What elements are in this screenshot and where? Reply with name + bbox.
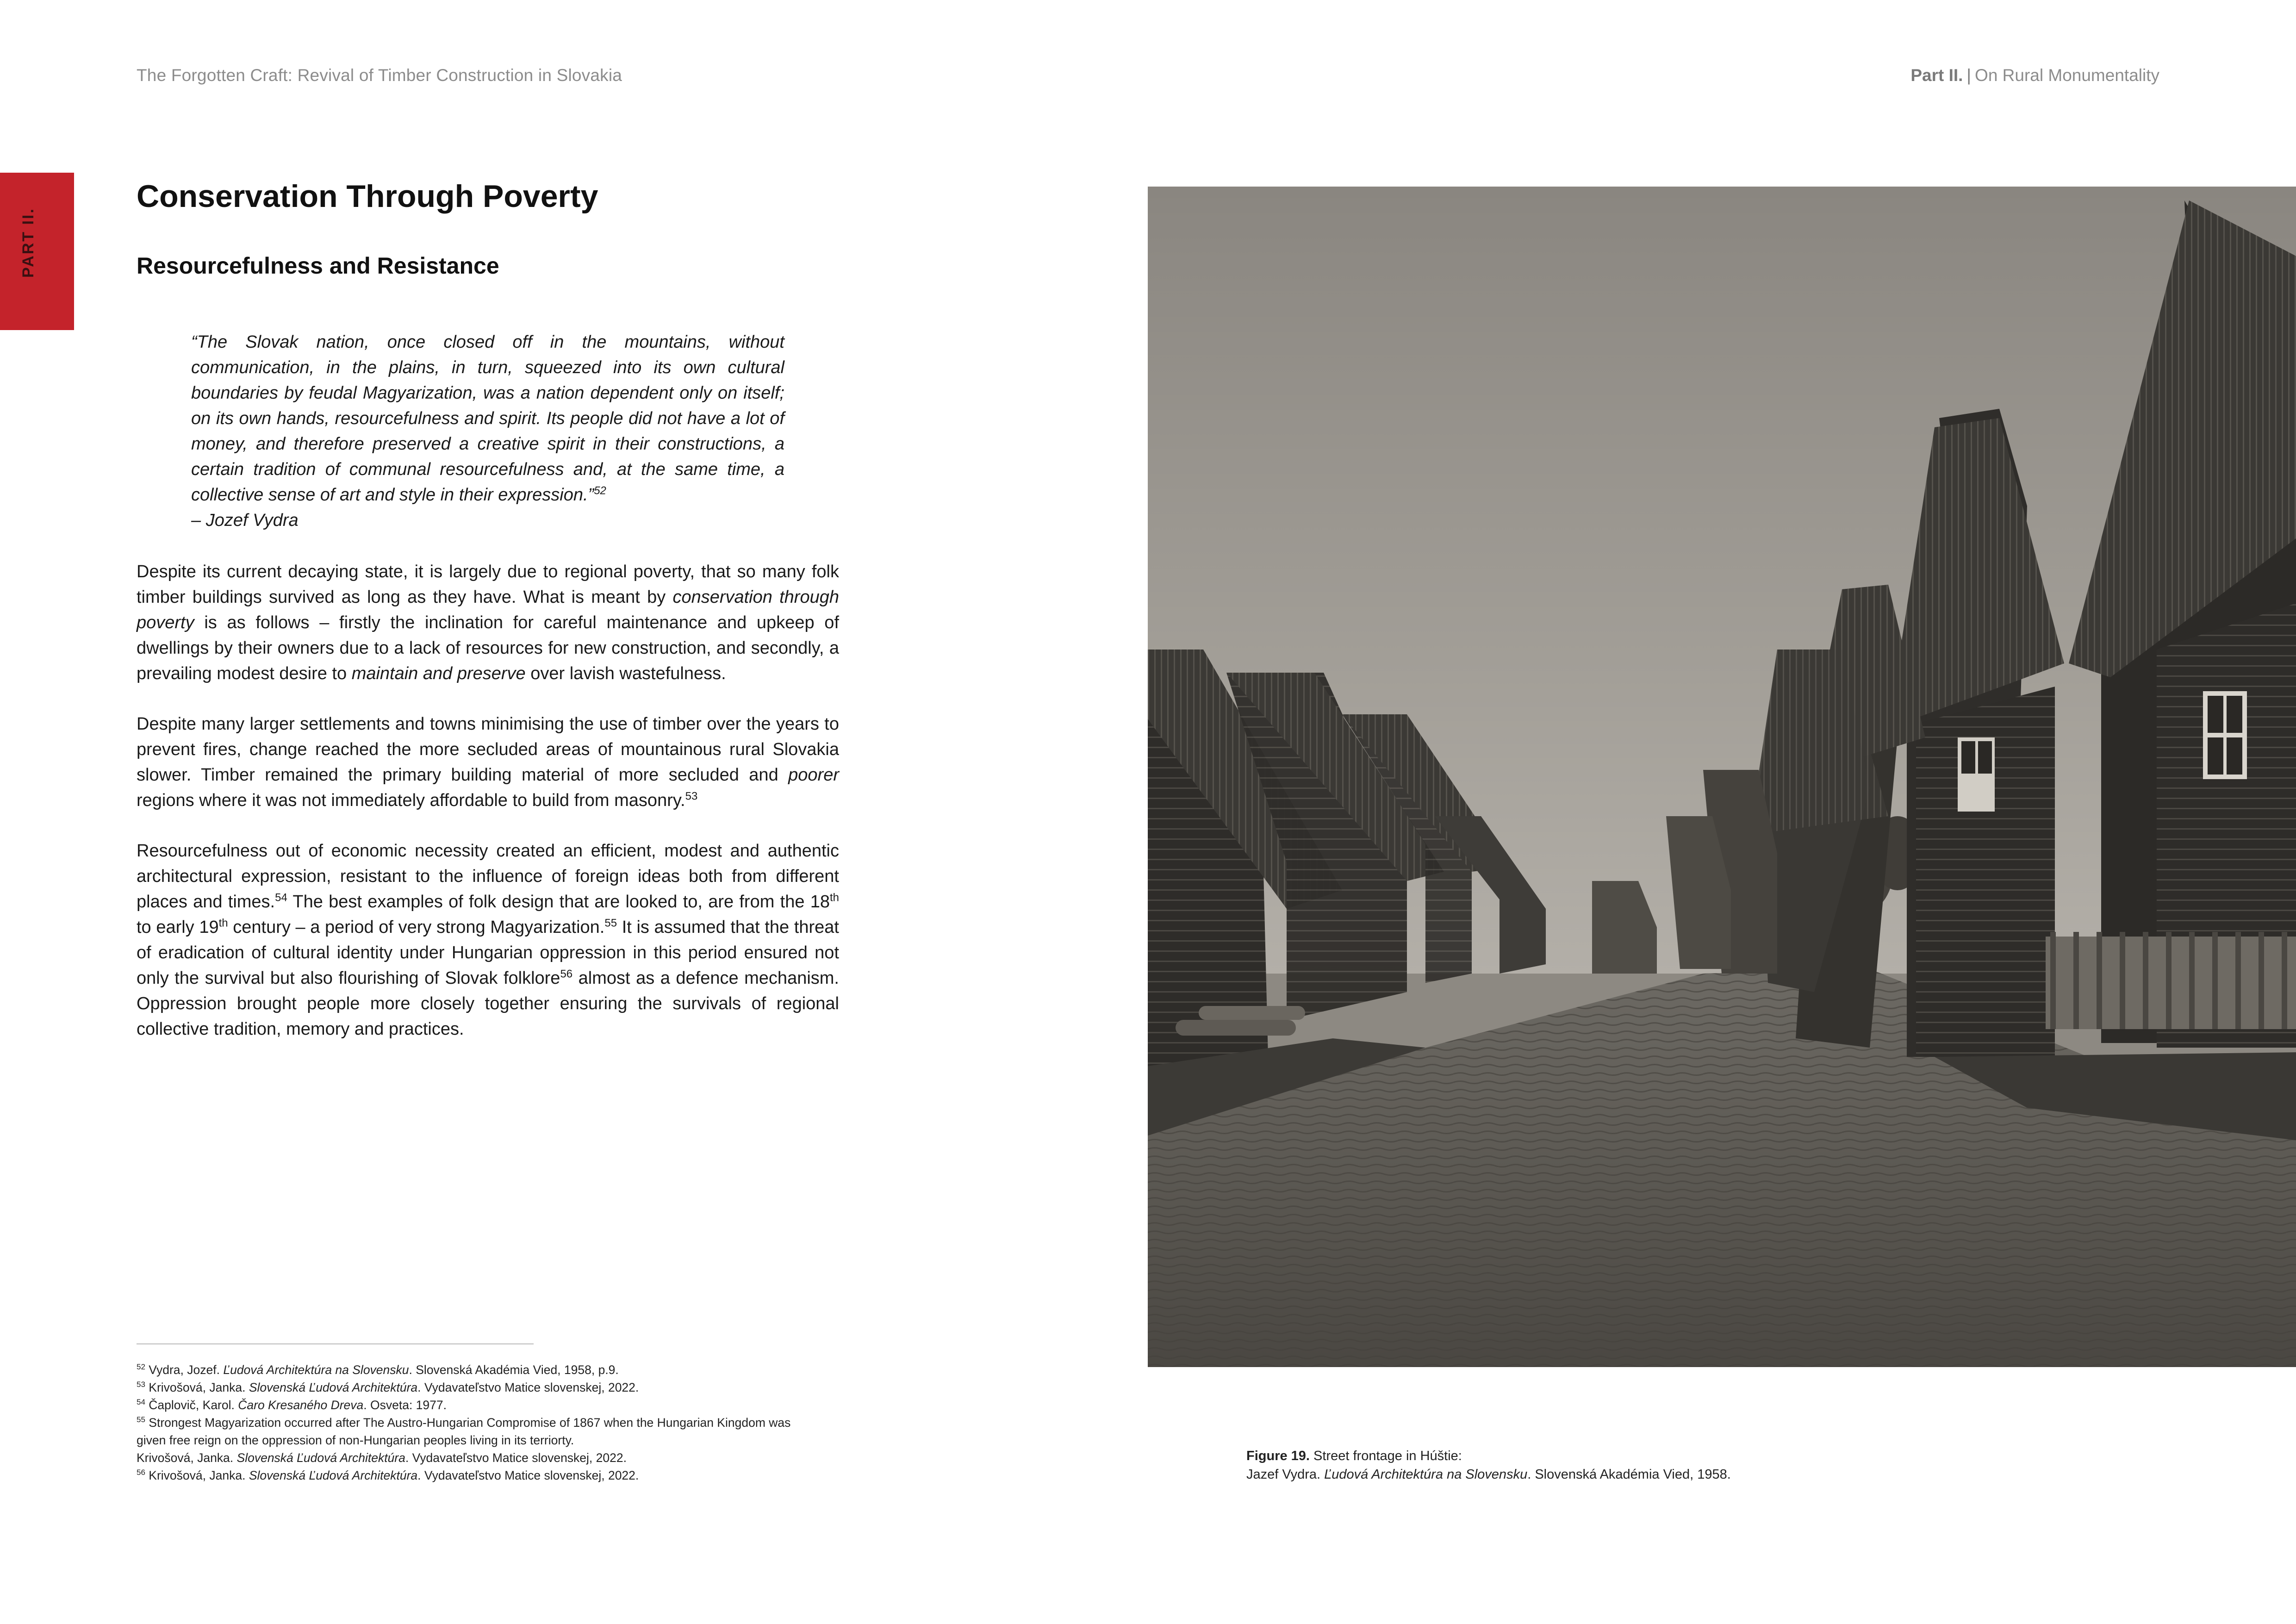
italic-run: Čaro Kresaného Dreva [238, 1398, 364, 1412]
footnote-54 [137, 1396, 877, 1414]
footnote-55 [137, 1414, 877, 1431]
running-header-part [1910, 66, 2159, 85]
footnote-55-line-3 [137, 1449, 877, 1467]
running-header-part-title: On Rural Monumentality [1975, 66, 2159, 85]
ordinal-suffix: th [218, 917, 228, 930]
italic-run: Slovenská Ľudová Architektúra [249, 1380, 418, 1394]
text-run: to early 19 [137, 918, 219, 937]
body-paragraph-1 [137, 559, 839, 687]
footnote-number: 55 [137, 1415, 145, 1424]
figure-caption-text: Street frontage in Húštie: [1310, 1449, 1462, 1463]
footnote-ref: 53 [685, 790, 698, 803]
text-run: Krivošová, Janka. [149, 1380, 249, 1394]
chapter-title: Conservation Through Poverty [137, 179, 598, 214]
italic-run: Ľudová Architektúra na Slovensku [223, 1363, 409, 1377]
quote-text: “The Slovak nation, once closed off in the mountains, without communication, in the plains, in turn, squeezed into its own cultural boundaries by feudal Magyarization, was a nation dependent only on itself; on its own hands, resourcefulness and spirit. Its people did not have a lot of money, and therefore preserved a creative spirit in their constructions, a certain tradition of communal resourcefulness and, at the same time, a collective sense of art and style in their expression.” [191, 332, 784, 505]
text-run: . Vydavateľstvo Matice slovenskej, 2022. [405, 1451, 627, 1465]
footnote-number: 52 [137, 1362, 145, 1372]
footnote-ref: 56 [560, 968, 573, 981]
part-side-tab-label: PART II. [19, 207, 37, 278]
footnote-56 [137, 1467, 877, 1484]
quote-attribution: – Jozef Vydra [191, 511, 299, 530]
footnote-number: 54 [137, 1398, 145, 1407]
running-header-part-label: Part II. [1910, 66, 1963, 85]
footnote-55-line-2: given free reign on the oppression of non-Hungarian peoples living in its terriorty. [137, 1433, 574, 1447]
figure-photo-village-street [1148, 187, 2296, 1367]
footnote-ref: 55 [604, 917, 617, 930]
italic-run: Slovenská Ľudová Architektúra [249, 1468, 418, 1482]
italic-run: Slovenská Ľudová Architektúra [236, 1451, 405, 1465]
text-run: Krivošová, Janka. [149, 1468, 249, 1482]
text-run: Vydra, Jozef. [149, 1363, 224, 1377]
text-run: . Slovenská Akadémia Vied, 1958, p.9. [409, 1363, 619, 1377]
italic-run: conservation through poverty [137, 587, 839, 632]
photo-illustration [1148, 187, 2296, 1367]
figure-label: Figure 19. [1246, 1449, 1310, 1463]
footnote-ref: 52 [594, 484, 606, 497]
text-run: . Vydavateľstvo Matice slovenskej, 2022. [417, 1380, 639, 1394]
body-paragraph-3 [137, 838, 839, 1042]
text-run: Krivošová, Janka. [137, 1451, 237, 1465]
footnote-ref: 54 [275, 891, 287, 904]
text-run: Despite many larger settlements and towns minimising the use of timber over the years to prevent fires, change reached the more secluded areas of mountainous rural Slovakia slower. Timber remained the primary building material of more secluded and [137, 714, 839, 785]
text-run: It is assumed that the threat of eradication of cultural identity under Hungarian oppression in this period ensured not only the survival but also flourishing of Slovak folklore [137, 918, 839, 988]
section-title: Resourcefulness and Resistance [137, 253, 499, 279]
footnotes [137, 1361, 877, 1484]
text-run: . Slovenská Akadémia Vied, 1958. [1527, 1467, 1731, 1482]
footnote-divider [137, 1343, 534, 1344]
text-run: almost as a defence mechanism. Oppression brought people more closely together ensuring the survivals of regional collective tradition, memory and practices. [137, 968, 839, 1039]
running-header-book-title: The Forgotten Craft: Revival of Timber Construction in Slovakia [137, 66, 622, 85]
footnote-52 [137, 1361, 877, 1379]
text-run: Strongest Magyarization occurred after The Austro-Hungarian Compromise of 1867 when the Hungarian Kingdom was [149, 1416, 791, 1430]
text-run: over lavish wastefulness. [525, 664, 726, 683]
figure-caption-line-2 [1246, 1465, 2033, 1484]
footnote-53 [137, 1379, 877, 1396]
text-run: is as follows – firstly the inclination for careful maintenance and upkeep of dwellings by their owners due to a lack of resources for new construction, and secondly, a prevailing modest desire to [137, 613, 839, 683]
figure-caption-line-1 [1246, 1447, 2033, 1465]
footnote-number: 56 [137, 1468, 145, 1477]
text-run: Čaplovič, Karol. [149, 1398, 238, 1412]
italic-run: maintain and preserve [351, 664, 526, 683]
text-run: The best examples of folk design that are looked to, are from the 18 [287, 892, 830, 912]
footnote-number: 53 [137, 1380, 145, 1389]
text-run: . Vydavateľstvo Matice slovenskej, 2022. [417, 1468, 639, 1482]
running-header-separator: | [1966, 66, 1972, 85]
italic-run: poorer [788, 765, 839, 785]
ordinal-suffix: th [829, 891, 839, 904]
block-quote [191, 330, 784, 533]
text-run: Resourcefulness out of economic necessity created an efficient, modest and authentic architectural expression, resistant to the influence of foreign ideas both from different places and times. [137, 841, 839, 912]
text-run: century – a period of very strong Magyarization. [228, 918, 605, 937]
figure-caption [1246, 1447, 2033, 1484]
text-run: . Osveta: 1977. [363, 1398, 447, 1412]
italic-run: Ľudová Architektúra na Slovensku [1324, 1467, 1528, 1482]
text-run: Despite its current decaying state, it is largely due to regional poverty, that so many folk timber buildings survived as long as they have. What is meant by [137, 562, 839, 607]
body-paragraph-2 [137, 712, 839, 813]
text-run: Jazef Vydra. [1246, 1467, 1325, 1482]
text-run: regions where it was not immediately affordable to build from masonry. [137, 791, 685, 810]
